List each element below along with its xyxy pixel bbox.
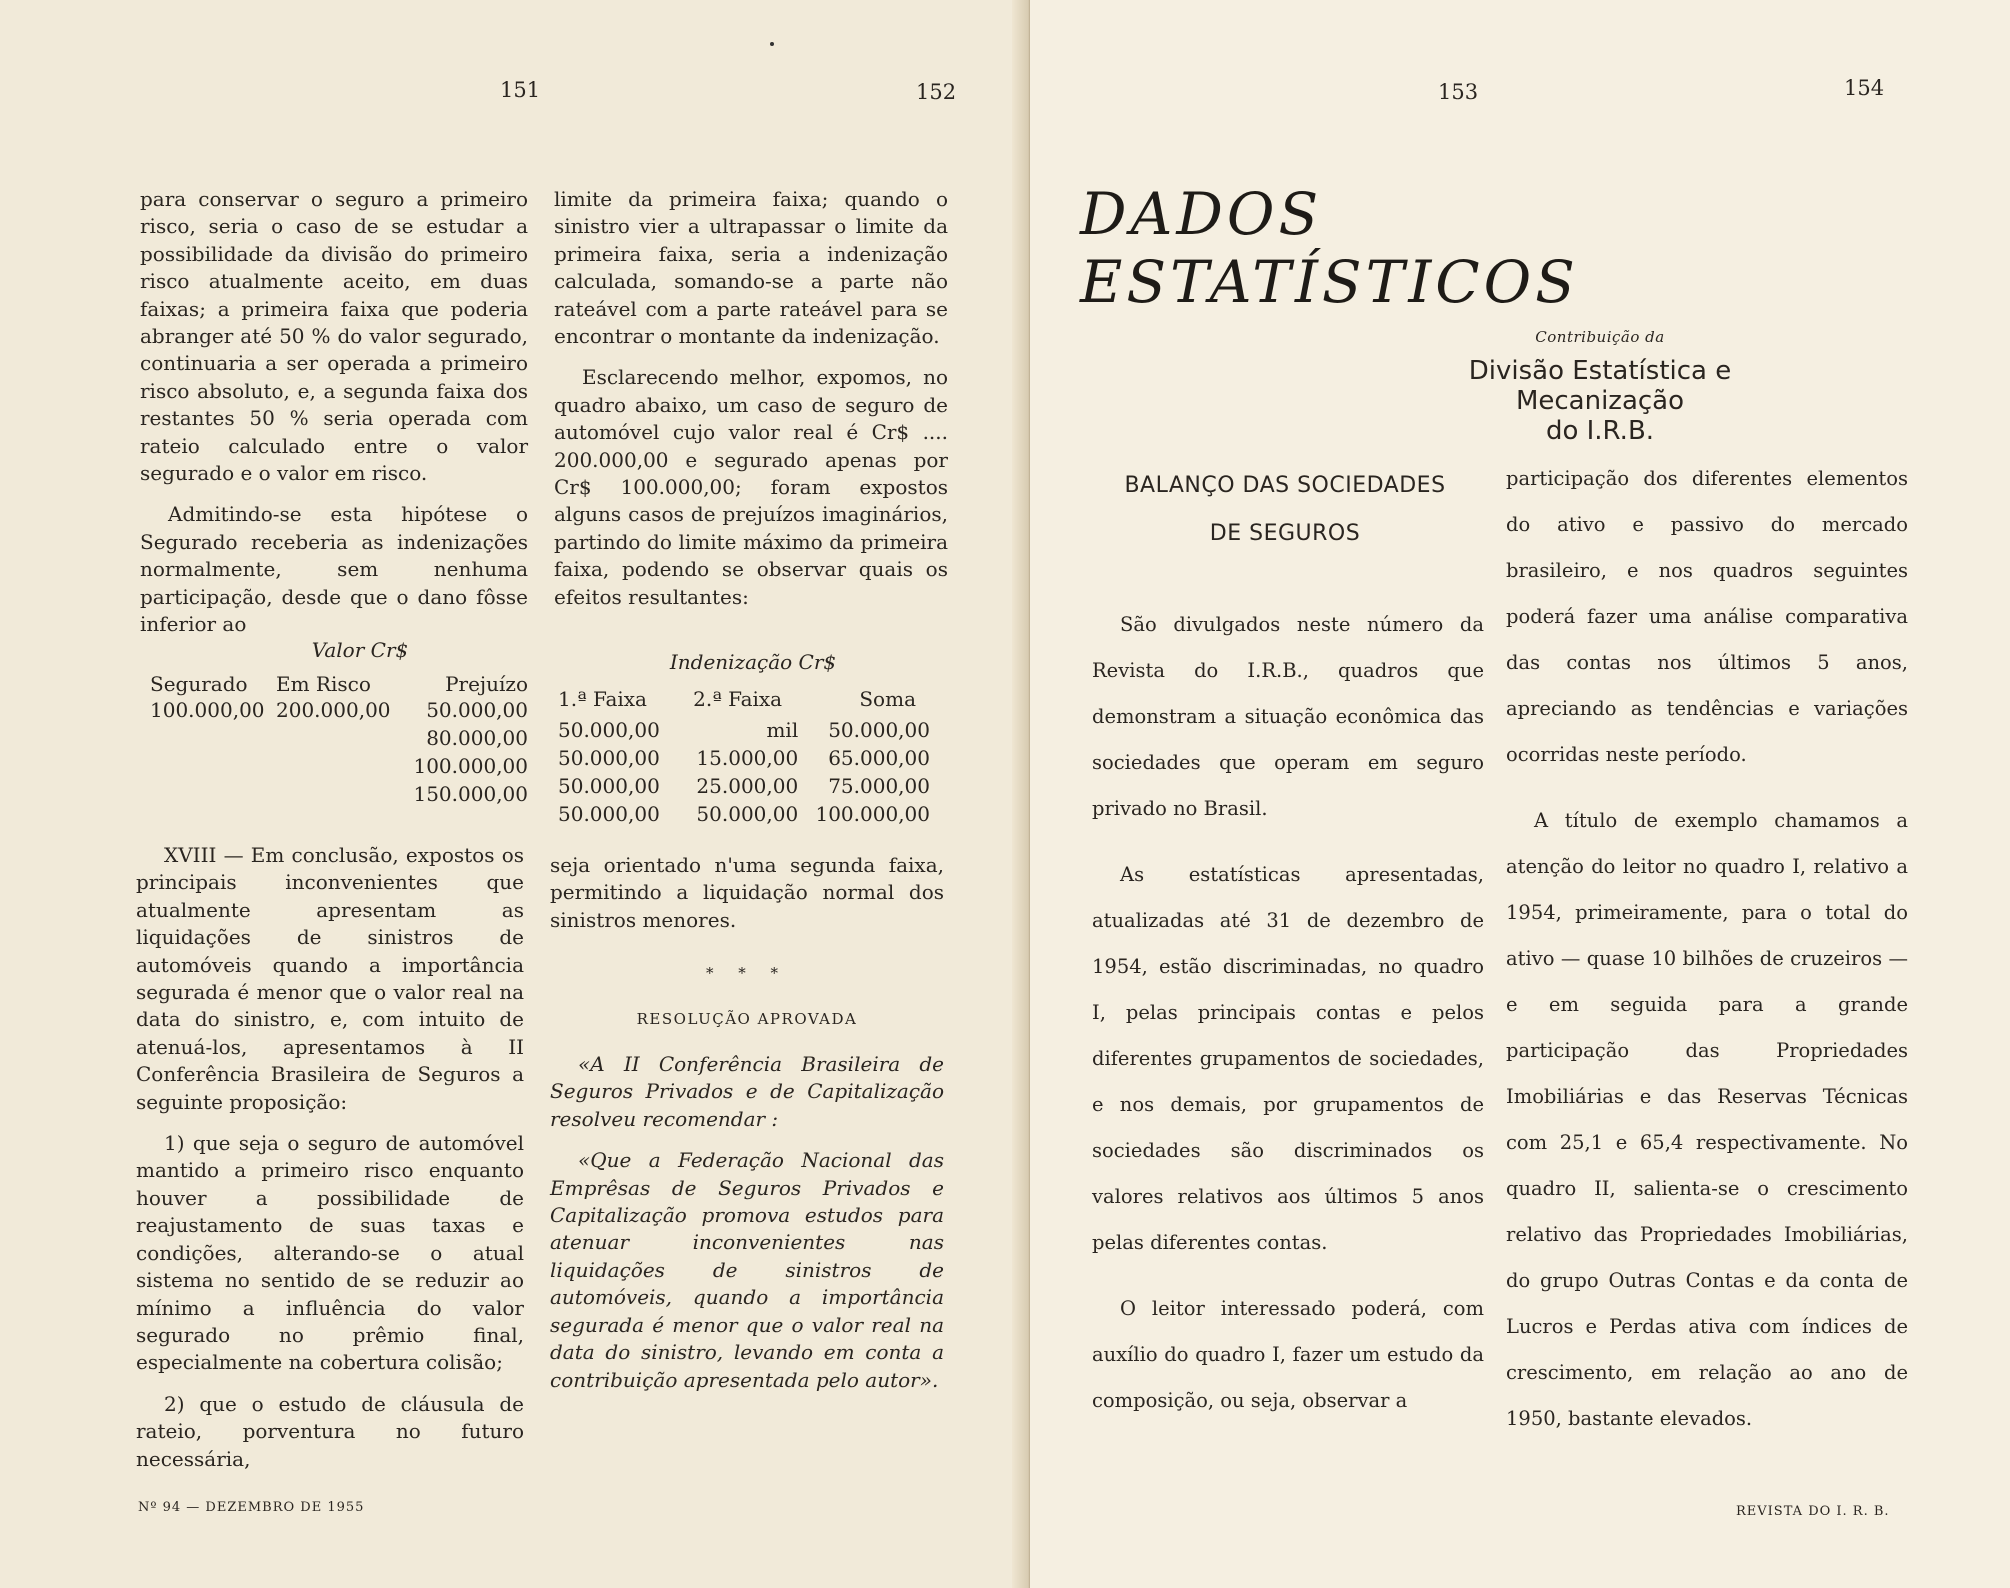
contribution-org-line: do I.R.B. <box>1545 416 1655 446</box>
table-header: Prejuízo <box>445 672 528 696</box>
indenizacao-table <box>558 650 948 828</box>
table-cell: 50.000,00 <box>426 698 528 722</box>
paragraph: A título de exemplo chamamos a atenção do leitor no quadro I, relativo a 1954, primeiramente, para o total do ativo — quase 10 bilhões de cruzeiros — e em seguida para a grande participação das Propriedades Imobiliárias e das Reservas Técnicas com 25,1 e 65,4 respectivamente. No quadro II, salienta-se o crescimento relativo das Propriedades Imobiliárias, do grupo Outras Contas e da conta de Lucros e Perdas ativa com índices de crescimento, em relação ao ano de 1950, bastante elevados. <box>1506 809 1908 1430</box>
print-speck <box>770 42 774 46</box>
table-cell: 150.000,00 <box>413 782 528 806</box>
table-cell: 100.000,00 <box>815 802 930 826</box>
table-row <box>150 724 528 752</box>
table-cell: 50.000,00 <box>558 774 660 798</box>
contribution-label: Contribuição da <box>1535 328 1665 346</box>
table-cell: 100.000,00 <box>413 754 528 778</box>
paragraph: As estatísticas apresentadas, atualizadas até 31 de dezembro de 1954, estão discriminadas, no quadro I, pelas principais contas e pelos diferentes grupamentos de sociedades, e nos demais, por grupamentos de sociedades são discriminados os valores relativos aos últimos 5 anos pelas diferentes contas. <box>1092 863 1484 1254</box>
left-col-1 <box>140 186 528 653</box>
left-col-2 <box>554 186 948 625</box>
right-col-1 <box>1092 602 1484 1444</box>
table-row <box>558 744 930 772</box>
table-header: Segurado <box>150 672 248 696</box>
table-group-header: Valor Cr$ <box>311 638 409 662</box>
paragraph: XVIII — Em conclusão, expostos os principais inconvenientes que atualmente apresentam as liquidações de sinistros de automóveis quando a importância segurada é menor que o valor real na data do sinistro, e, com intuito de atenuá-los, apresentamos à II Conferência Brasileira de Seguros a seguinte proposição: <box>136 843 524 1114</box>
paragraph: participação dos diferentes elementos do ativo e passivo do mercado brasileiro, e nos quadros seguintes poderá fazer uma análise comparativa das contas nos últimos 5 anos, apreciando as tendências e variações ocorridas neste período. <box>1506 467 1908 766</box>
section-title: DADOS ESTATÍSTICOS <box>1080 180 1579 316</box>
indenizacao-table-grid <box>558 682 930 828</box>
right-col-2 <box>1506 456 1908 1462</box>
left-col-1-continued <box>136 842 524 1487</box>
table-header: 1.ª Faixa <box>558 687 647 711</box>
table-cell: 50.000,00 <box>558 718 660 742</box>
table-cell: 50.000,00 <box>828 718 930 742</box>
table-cell: 50.000,00 <box>696 802 799 826</box>
table-cell: 80.000,00 <box>426 726 528 750</box>
heading-line: DE SEGUROS <box>1209 521 1361 546</box>
paragraph: Admitindo-se esta hipótese o Segurado receberia as indenizações normalmente, sem nenhuma participação, desde que o dano fôsse inferior ao <box>140 502 528 637</box>
table-cell: 15.000,00 <box>696 746 799 770</box>
table-row <box>558 716 930 744</box>
paragraph: O leitor interessado poderá, com auxílio do quadro I, fazer um estudo da composição, ou seja, observar a <box>1092 1297 1484 1412</box>
table-row <box>150 752 528 780</box>
page-number-152: 152 <box>916 80 957 104</box>
table-cell: 50.000,00 <box>558 746 660 770</box>
section-separator: * * * <box>705 964 789 983</box>
table-cell: 75.000,00 <box>828 774 930 798</box>
table-row <box>150 780 528 808</box>
right-footer: REVISTA DO I. R. B. <box>1736 1504 1890 1519</box>
table-cell <box>150 752 276 780</box>
left-col-2-continued <box>550 852 944 1408</box>
valor-table <box>150 638 530 808</box>
paragraph: para conservar o seguro a primeiro risco, seria o caso de se estudar a possibilidade da divisão do primeiro risco atualmente aceito, em duas faixas; a primeira faixa que poderia abranger até 50 % do valor segurado, continuaria a ser operada a primeiro risco absoluto, e, a segunda faixa dos restantes 50 % seria operada com rateio calculado entre o valor segurado e o valor em risco. <box>140 187 528 486</box>
table-header: Em Risco <box>276 672 371 696</box>
table-row <box>558 800 930 828</box>
table-cell <box>276 780 410 808</box>
balanco-heading <box>1094 462 1476 558</box>
valor-table-grid <box>150 672 528 808</box>
resolution-paragraph: «A II Conferência Brasileira de Seguros Privados e de Capitalização resolveu recomendar : <box>550 1052 944 1131</box>
paragraph: Esclarecendo melhor, expomos, no quadro abaixo, um caso de seguro de automóvel cujo valor real é Cr$ .... 200.000,00 e segurado apenas por Cr$ 100.000,00; foram expostos alguns casos de prejuízos imaginários, partindo do limite máximo da primeira faixa, podendo se observar quais os efeitos resultantes: <box>554 365 948 609</box>
paragraph: 1) que seja o seguro de automóvel mantido a primeiro risco enquanto houver a possibilidade de reajustamento de suas taxas e condições, alterando-se o atual sistema no sentido de se reduzir ao mínimo a influência do valor segurado no prêmio final, especialmente na cobertura colisão; <box>136 1131 524 1375</box>
table-row <box>150 696 528 724</box>
table-cell: 100.000,00 <box>150 698 265 722</box>
page-number-154: 154 <box>1844 76 1885 100</box>
contribution-org-line: Divisão Estatística e Mecanização <box>1468 356 1732 416</box>
table-group-header: Indenização Cr$ <box>669 650 837 674</box>
table-cell: mil <box>766 718 799 742</box>
left-footer: Nº 94 — DEZEMBRO DE 1955 <box>138 1500 365 1515</box>
paragraph: seja orientado n'uma segunda faixa, permitindo a liquidação normal dos sinistros menores. <box>550 853 944 932</box>
resolution-heading: RESOLUÇÃO APROVADA <box>636 1009 858 1028</box>
table-cell: 50.000,00 <box>558 802 660 826</box>
heading-line: BALANÇO DAS SOCIEDADES <box>1124 473 1446 498</box>
table-header-row <box>150 672 528 696</box>
table-header: Soma <box>859 687 916 711</box>
paragraph: limite da primeira faixa; quando o sinistro vier a ultrapassar o limite da primeira faixa, seria a indenização calculada, somando-se a parte não rateável com a parte rateável para se encontrar o montante da indenização. <box>554 187 948 349</box>
page-number-153: 153 <box>1438 80 1479 104</box>
table-cell <box>276 724 410 752</box>
table-cell <box>150 780 276 808</box>
table-cell <box>150 724 276 752</box>
contribution-org <box>1420 356 1780 446</box>
table-cell: 65.000,00 <box>828 746 930 770</box>
table-row <box>558 772 930 800</box>
resolution-paragraph: «Que a Federação Nacional das Emprêsas de Seguros Privados e Capitalização promova estudos para atenuar inconvenientes nas liquidações de sinistros de automóveis, quando a importância segurada é menor que o valor real na data do sinistro, levando em conta a contribuição apresentada pelo autor». <box>550 1148 944 1392</box>
table-cell <box>276 752 410 780</box>
table-cell: 200.000,00 <box>276 698 391 722</box>
table-header-row <box>558 682 930 716</box>
paragraph: São divulgados neste número da Revista do I.R.B., quadros que demonstram a situação econômica das sociedades que operam em seguro privado no Brasil. <box>1092 613 1484 820</box>
contribution-credit <box>1420 328 1780 446</box>
page-number-151: 151 <box>500 78 541 102</box>
table-header: 2.ª Faixa <box>693 687 783 711</box>
paragraph: 2) que o estudo de cláusula de rateio, porventura no futuro necessária, <box>136 1391 524 1471</box>
table-cell: 25.000,00 <box>696 774 799 798</box>
